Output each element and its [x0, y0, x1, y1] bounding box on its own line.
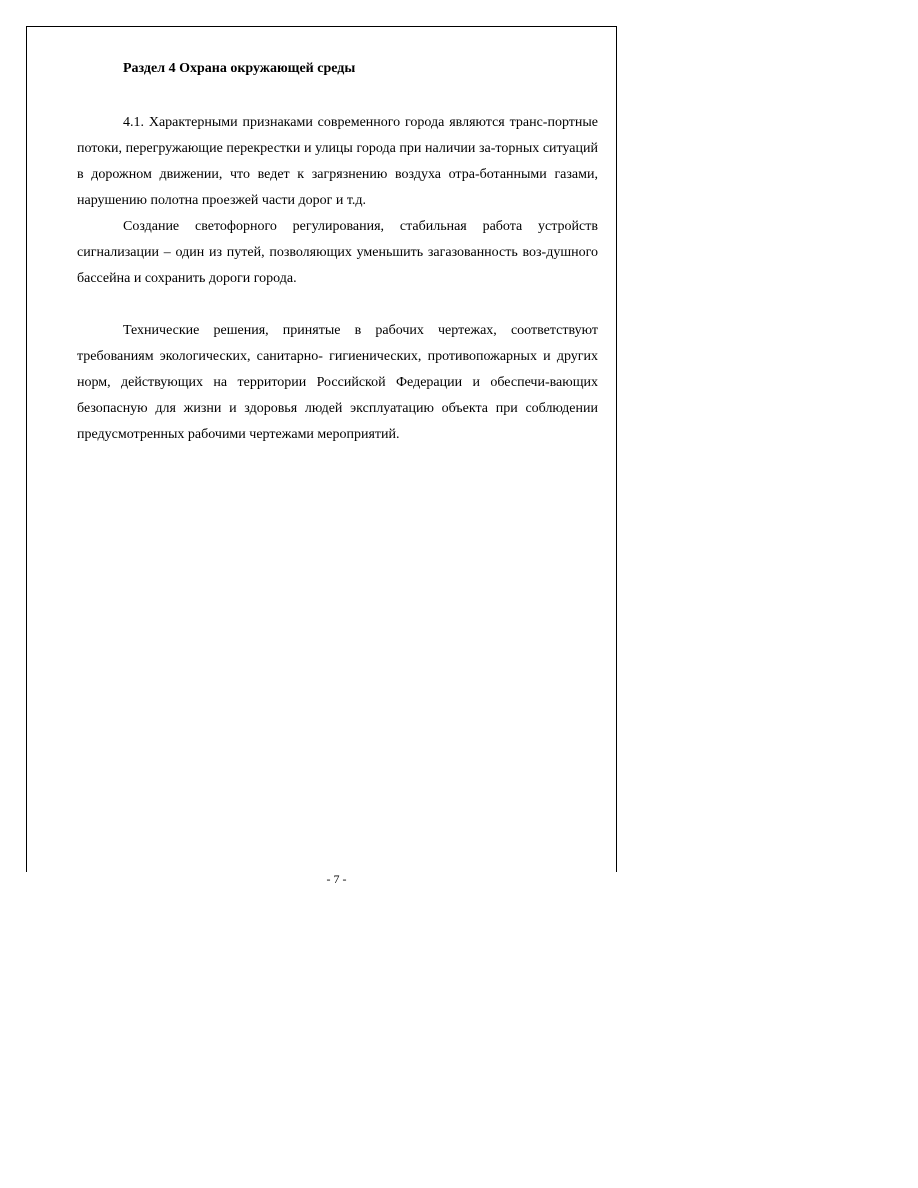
section-title: Раздел 4 Охрана окружающей среды [123, 61, 356, 76]
page-number-container [0, 872, 673, 886]
paragraph-technical-solutions: Технические решения, принятые в рабочих чертежах, соответствуют требованиям экологических, санитарно- гигиенических, противопожарных и других норм, действующих на территории Российской Федерации и обеспечи-вающих безопасную для жизни и здоровья людей эксплуатацию объекта при соблюдении предусмотренных рабочими чертежами мероприятий. [77, 323, 598, 442]
page-number: - 7 - [324, 872, 350, 886]
paragraph-traffic: 4.1. Характерными признаками современного города являются транс-портные потоки, перегружающие перекрестки и улицы города при наличии за-торных ситуаций в дорожном движении, что ведет к загрязнению воздуха отра-ботанными газами, нарушению полотна проезжей части дорог и т.д. [77, 115, 598, 208]
paragraph-signaling: Создание светофорного регулирования, стабильная работа устройств сигнализации – один из путей, позволяющих уменьшить загазованность воз-душного бассейна и сохранить дороги города. [77, 219, 598, 286]
